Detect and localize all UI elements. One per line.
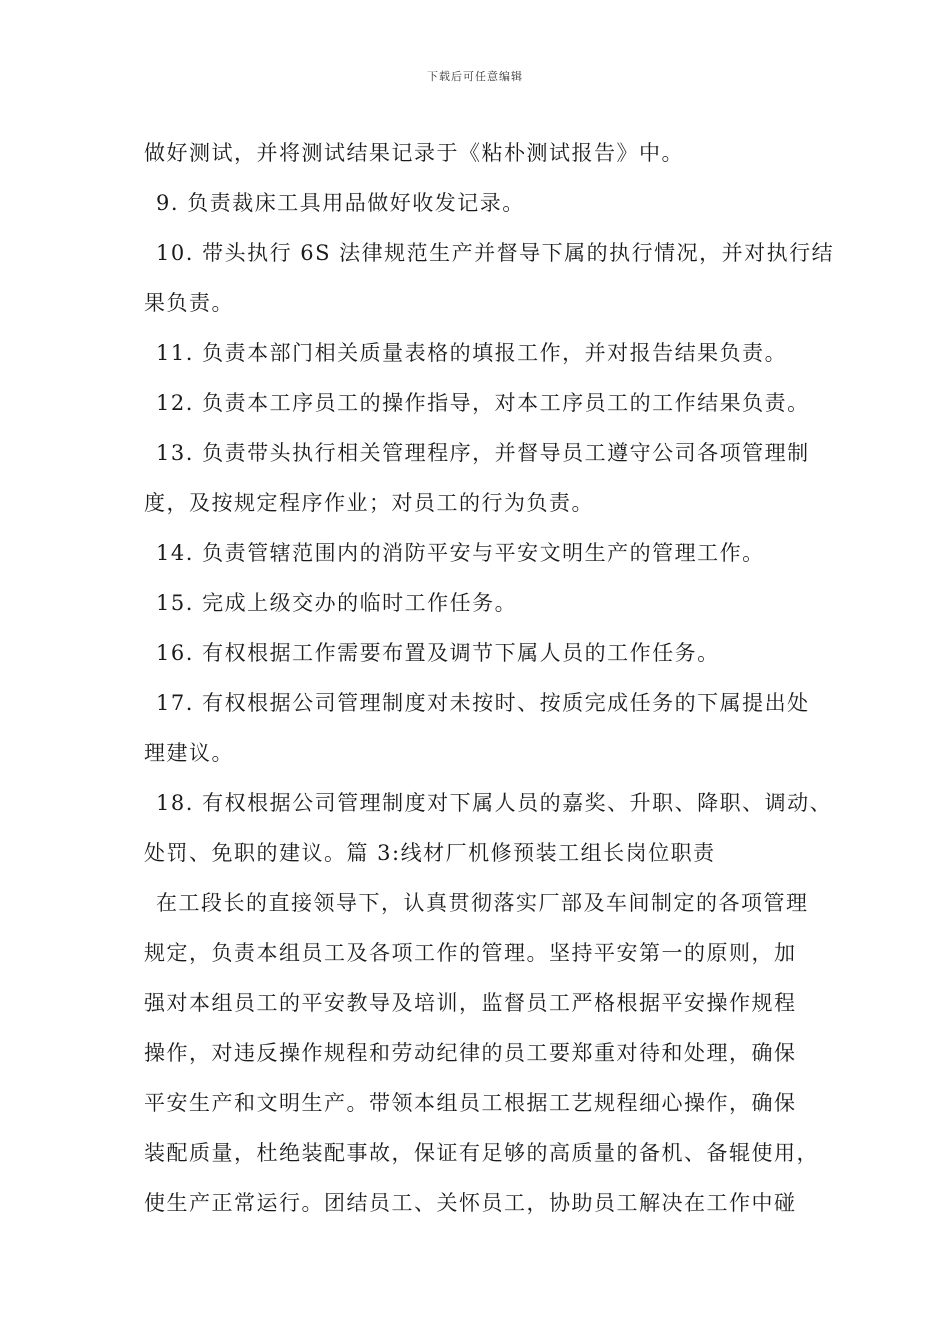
header-note: 下载后可任意编辑 bbox=[427, 70, 523, 83]
text-line: 18. 有权根据公司管理制度对下属人员的嘉奖、升职、降职、调动、 bbox=[156, 791, 833, 815]
text-line: 强对本组员工的平安教导及培训，监督员工严格根据平安操作规程 bbox=[144, 991, 797, 1015]
text-line: 15. 完成上级交办的临时工作任务。 bbox=[156, 591, 518, 615]
text-line: 果负责。 bbox=[144, 291, 234, 315]
text-line: 9. 负责裁床工具用品做好收发记录。 bbox=[156, 191, 525, 215]
text-line: 平安生产和文明生产。带领本组员工根据工艺规程细心操作，确保 bbox=[144, 1091, 797, 1115]
text-line: 17. 有权根据公司管理制度对未按时、按质完成任务的下属提出处 bbox=[156, 691, 810, 715]
document-body bbox=[144, 128, 835, 1228]
text-line: 在工段长的直接领导下，认真贯彻落实厂部及车间制定的各项管理 bbox=[156, 891, 809, 915]
text-line: 理建议。 bbox=[144, 741, 234, 765]
text-line: 11. 负责本部门相关质量表格的填报工作，并对报告结果负责。 bbox=[156, 341, 788, 365]
text-line: 装配质量，杜绝装配事故，保证有足够的高质量的备机、备辊使用， bbox=[144, 1141, 819, 1165]
text-line: 使生产正常运行。团结员工、关怀员工，协助员工解决在工作中碰 bbox=[144, 1191, 797, 1215]
text-line: 规定，负责本组员工及各项工作的管理。坚持平安第一的原则，加 bbox=[144, 941, 797, 965]
text-line: 16. 有权根据工作需要布置及调节下属人员的工作任务。 bbox=[156, 641, 720, 665]
text-line: 操作，对违反操作规程和劳动纪律的员工要郑重对待和处理，确保 bbox=[144, 1041, 797, 1065]
text-line: 10. 带头执行 6S 法律规范生产并督导下属的执行情况，并对执行结 bbox=[156, 241, 835, 265]
text-line: 做好测试，并将测试结果记录于《粘朴测试报告》中。 bbox=[144, 141, 684, 165]
text-line: 12. 负责本工序员工的操作指导，对本工序员工的工作结果负责。 bbox=[156, 391, 810, 415]
text-line: 13. 负责带头执行相关管理程序，并督导员工遵守公司各项管理制 bbox=[156, 441, 810, 465]
text-line: 14. 负责管辖范围内的消防平安与平安文明生产的管理工作。 bbox=[156, 541, 765, 565]
text-line: 度，及按规定程序作业；对员工的行为负责。 bbox=[144, 491, 594, 515]
text-line: 处罚、免职的建议。篇 3:线材厂机修预装工组长岗位职责 bbox=[144, 841, 716, 865]
